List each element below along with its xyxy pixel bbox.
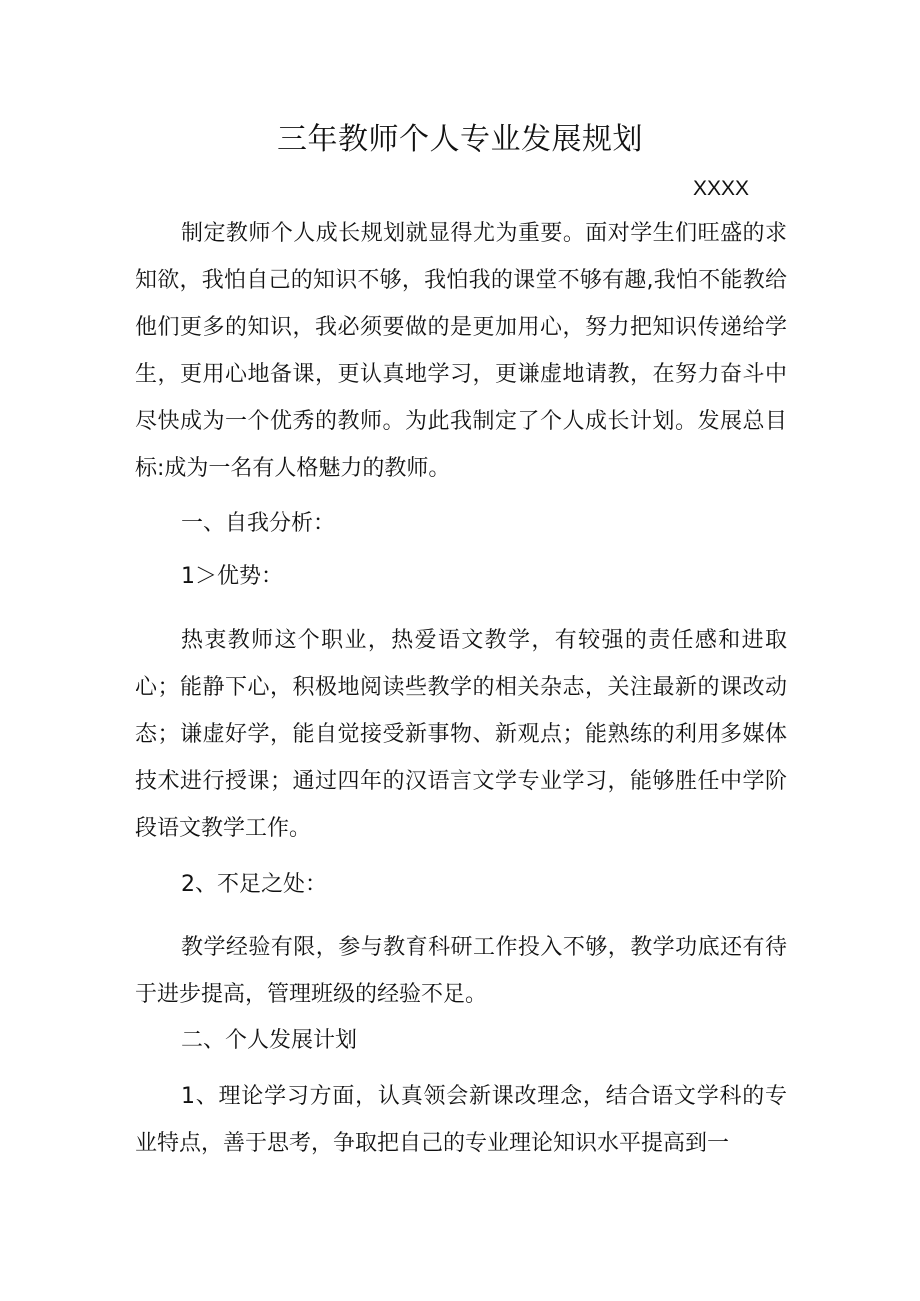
plan-theory-paragraph: 1、理论学习方面，认真领会新课改理念，结合语文学科的专业特点，善于思考，争取把自己的专业理论知识水平提高到一 (135, 1084, 787, 1156)
strengths-paragraph: 热衷教师这个职业，热爱语文教学，有较强的责任感和进取心；能静下心，积极地阅读些教学的相关杂志，关注最新的课改动态；谦虚好学，能自觉接受新事物、新观点；能熟练的利用多媒体技术进行授课；通过四年的汉语言文学专业学习，能够胜任中学阶段语文教学工作。 (135, 628, 787, 841)
intro-paragraph: 制定教师个人成长规划就显得尤为重要。面对学生们旺盛的求知欲，我怕自己的知识不够，我怕我的课堂不够有趣,我怕不能教给他们更多的知识，我必须要做的是更加用心，努力把知识传递给学生，更用心地备课，更认真地学习，更谦虚地请教，在努力奋斗中尽快成为一个优秀的教师。为此我制定了个人成长计划。发展总目标:成为一名有人格魅力的教师。 (135, 221, 787, 481)
subheading-weaknesses: 2、不足之处： (181, 872, 327, 897)
author-name: XXXX (693, 177, 750, 200)
section-heading-self-analysis: 一、自我分析： (181, 511, 336, 536)
weaknesses-paragraph: 教学经验有限，参与教育科研工作投入不够，教学功底还有待于进步提高，管理班级的经验不足。 (135, 935, 787, 1007)
section-heading-plan: 二、个人发展计划 (181, 1028, 358, 1053)
subheading-strengths: 1＞优势： (181, 564, 283, 589)
document-title: 三年教师个人专业发展规划 (277, 122, 643, 157)
